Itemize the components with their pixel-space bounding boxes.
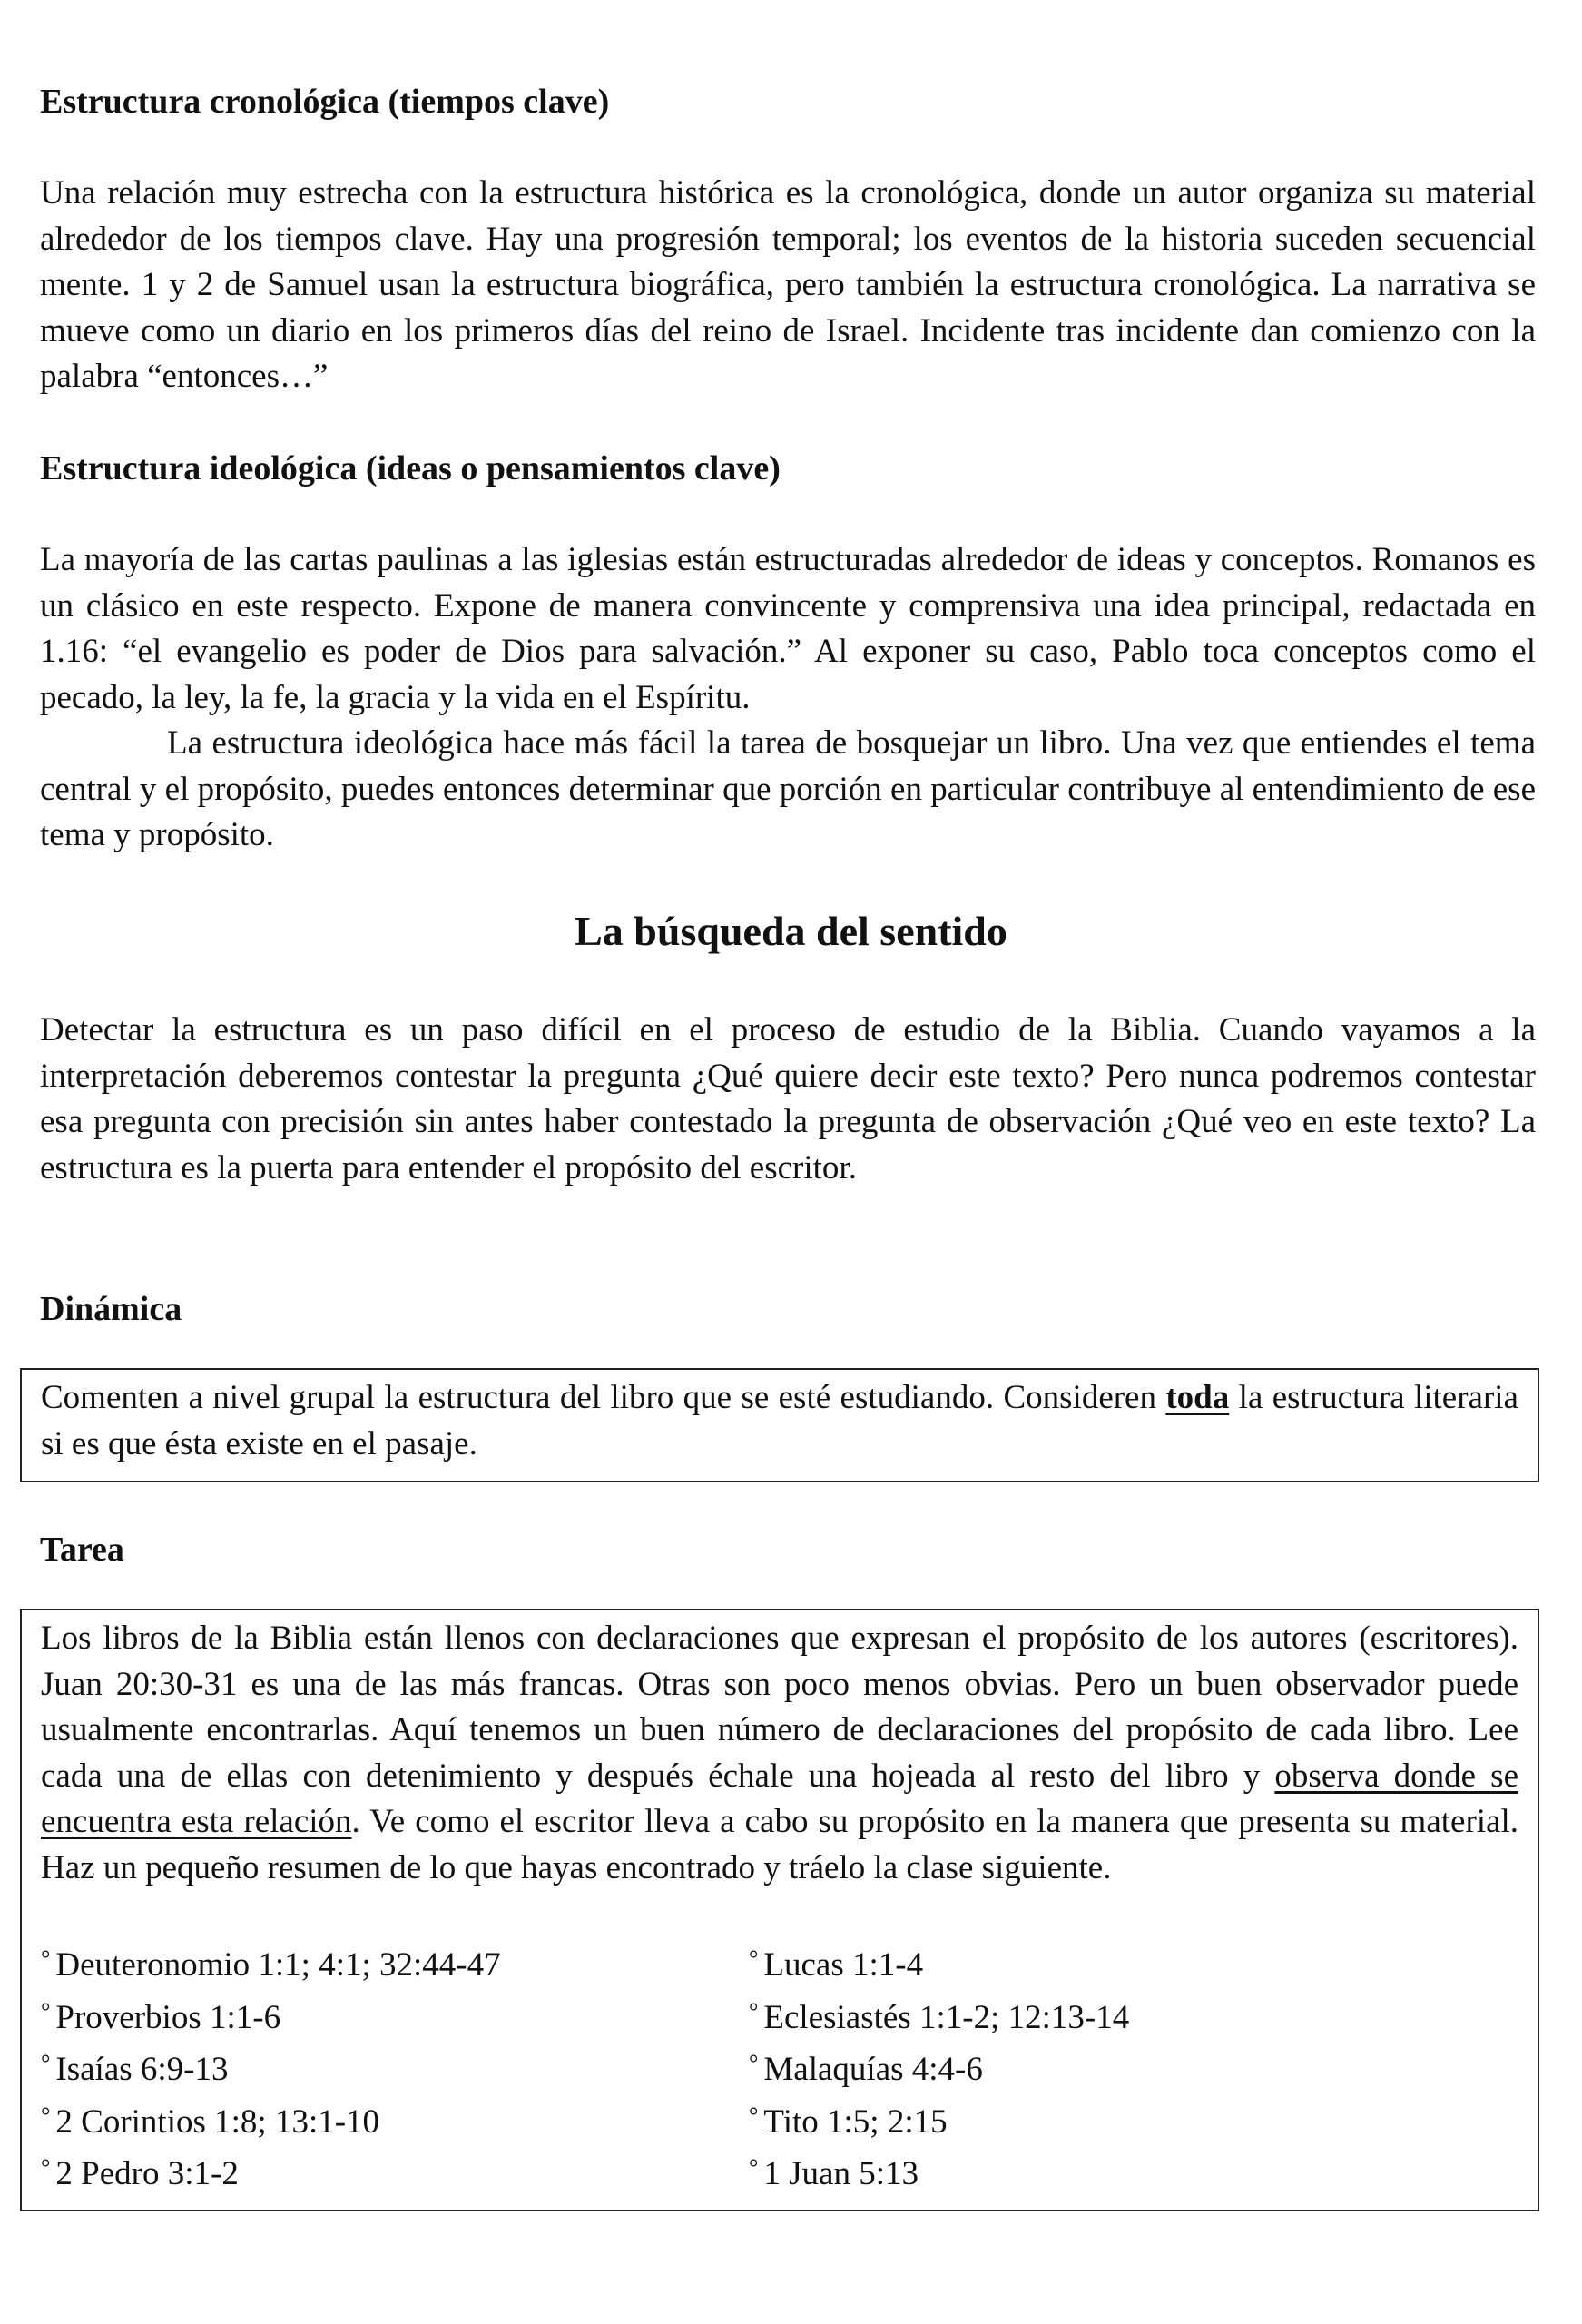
reference-text: Proverbios 1:1-6 (55, 1998, 281, 2036)
reference-item (749, 2093, 1529, 2146)
degree-bullet: ° (41, 1997, 51, 2024)
dinamica-text-after: la estructura literaria si es que ésta existe en el pasaje. (41, 1379, 1518, 1462)
heading-cronologica: Estructura cronológica (tiempos clave) (40, 83, 610, 121)
degree-bullet: ° (749, 1945, 759, 1972)
dinamica-emphasis: toda (1165, 1379, 1230, 1416)
reference-text: 1 Juan 5:13 (763, 2155, 919, 2192)
reference-item (749, 1989, 1529, 2042)
reference-item (749, 2041, 1529, 2093)
reference-item (41, 2093, 749, 2146)
dinamica-text-before: Comenten a nivel grupal la estructura del libro que se esté estudiando. Consideren (41, 1379, 1166, 1416)
degree-bullet: ° (41, 2050, 51, 2076)
reference-text: Isaías 6:9-13 (55, 2051, 229, 2088)
reference-text: 2 Pedro 3:1-2 (55, 2155, 239, 2192)
paragraph-busqueda: Detectar la estructura es un paso difícil en el proceso de estudio de la Biblia. Cuando vayamos a la interpretación deberemos contestar la pregunta ¿Qué quiere decir este texto? Pero nunca podremos contestar esa pregunta con precisión sin antes haber contestado la pregunta de observación ¿Qué veo en este texto? La estructura es la puerta para entender el propósito del escritor. (40, 1011, 1536, 1187)
reference-text: Deuteronomio 1:1; 4:1; 32:44-47 (55, 1946, 501, 1984)
tarea-text-after: . Ve como el escritor lleva a cabo su propósito en la manera que presenta su material. Haz un pequeño resumen de lo que hayas encontrado y tráelo la clase siguiente. (41, 1803, 1518, 1886)
degree-bullet: ° (41, 2154, 51, 2181)
reference-item (749, 2145, 1529, 2198)
paragraph-ideologica-1: La mayoría de las cartas paulinas a las iglesias están estructuradas alrededor de ideas y conceptos. Romanos es un clásico en este respecto. Expone de manera convincente y comprensiva una idea principal, redactada en 1.16: “el evangelio es poder de Dios para salvación.” Al exponer su caso, Pablo toca conceptos como el pecado, la ley, la fe, la gracia y la vida en el Espíritu. (40, 541, 1536, 716)
reference-text: Malaquías 4:4-6 (763, 2051, 983, 2088)
reference-text: Tito 1:5; 2:15 (763, 2102, 948, 2141)
paragraph-cronologica: Una relación muy estrecha con la estructura histórica es la cronológica, donde un autor organiza su material alrededor de los tiempos clave. Hay una progresión temporal; los eventos de la historia suceden secuencial mente. 1 y 2 de Samuel usan la estructura biográfica, pero también la estructura cronológica. La narrativa se mueve como un diario en los primeros días del reino de Israel. Incidente tras incidente dan comienzo con la palabra “entonces…” (40, 174, 1536, 395)
section-title-busqueda: La búsqueda del sentido (575, 908, 1007, 954)
degree-bullet: ° (749, 2154, 759, 2181)
reference-item (41, 1936, 749, 1989)
heading-dinamica: Dinámica (40, 1290, 182, 1328)
paragraph-ideologica-2: La estructura ideológica hace más fácil la tarea de bosquejar un libro. Una vez que entiendes el tema central y el propósito, puedes entonces determinar que porción en particular contribuye al entendimiento de ese tema y propósito. (40, 724, 1536, 853)
dinamica-text (41, 1375, 1518, 1467)
reference-text: 2 Corintios 1:8; 13:1-10 (55, 2102, 380, 2141)
dinamica-box (20, 1368, 1539, 1482)
tarea-text-before: Los libros de la Biblia están llenos con declaraciones que expresan el propósito de los autores (escritores). Juan 20:30-31 es una de las más francas. Otras son poco menos obvias. Pero un buen observador puede usualmente encontrarlas. Aquí tenemos un buen número de declaraciones del propósito de cada libro. Lee cada una de ellas con detenimiento y después échale una hojeada al resto del libro y (41, 1620, 1518, 1795)
reference-text: Eclesiastés 1:1-2; 12:13-14 (763, 1998, 1130, 2036)
reference-item (41, 1989, 749, 2042)
degree-bullet: ° (749, 2050, 759, 2076)
tarea-underlined: observa donde se encuentra esta relación (41, 1757, 1518, 1840)
heading-tarea: Tarea (40, 1531, 124, 1569)
heading-ideologica: Estructura ideológica (ideas o pensamientos clave) (40, 449, 781, 487)
degree-bullet: ° (41, 2102, 51, 2129)
reference-text: Lucas 1:1-4 (763, 1946, 924, 1984)
tarea-text (41, 1616, 1518, 1891)
reference-item (41, 2041, 749, 2093)
reference-list (41, 1936, 1518, 2198)
reference-item (749, 1936, 1529, 1989)
reference-item (41, 2145, 749, 2198)
degree-bullet: ° (749, 1997, 759, 2024)
tarea-box (20, 1609, 1539, 2211)
degree-bullet: ° (749, 2102, 759, 2129)
degree-bullet: ° (41, 1945, 51, 1972)
